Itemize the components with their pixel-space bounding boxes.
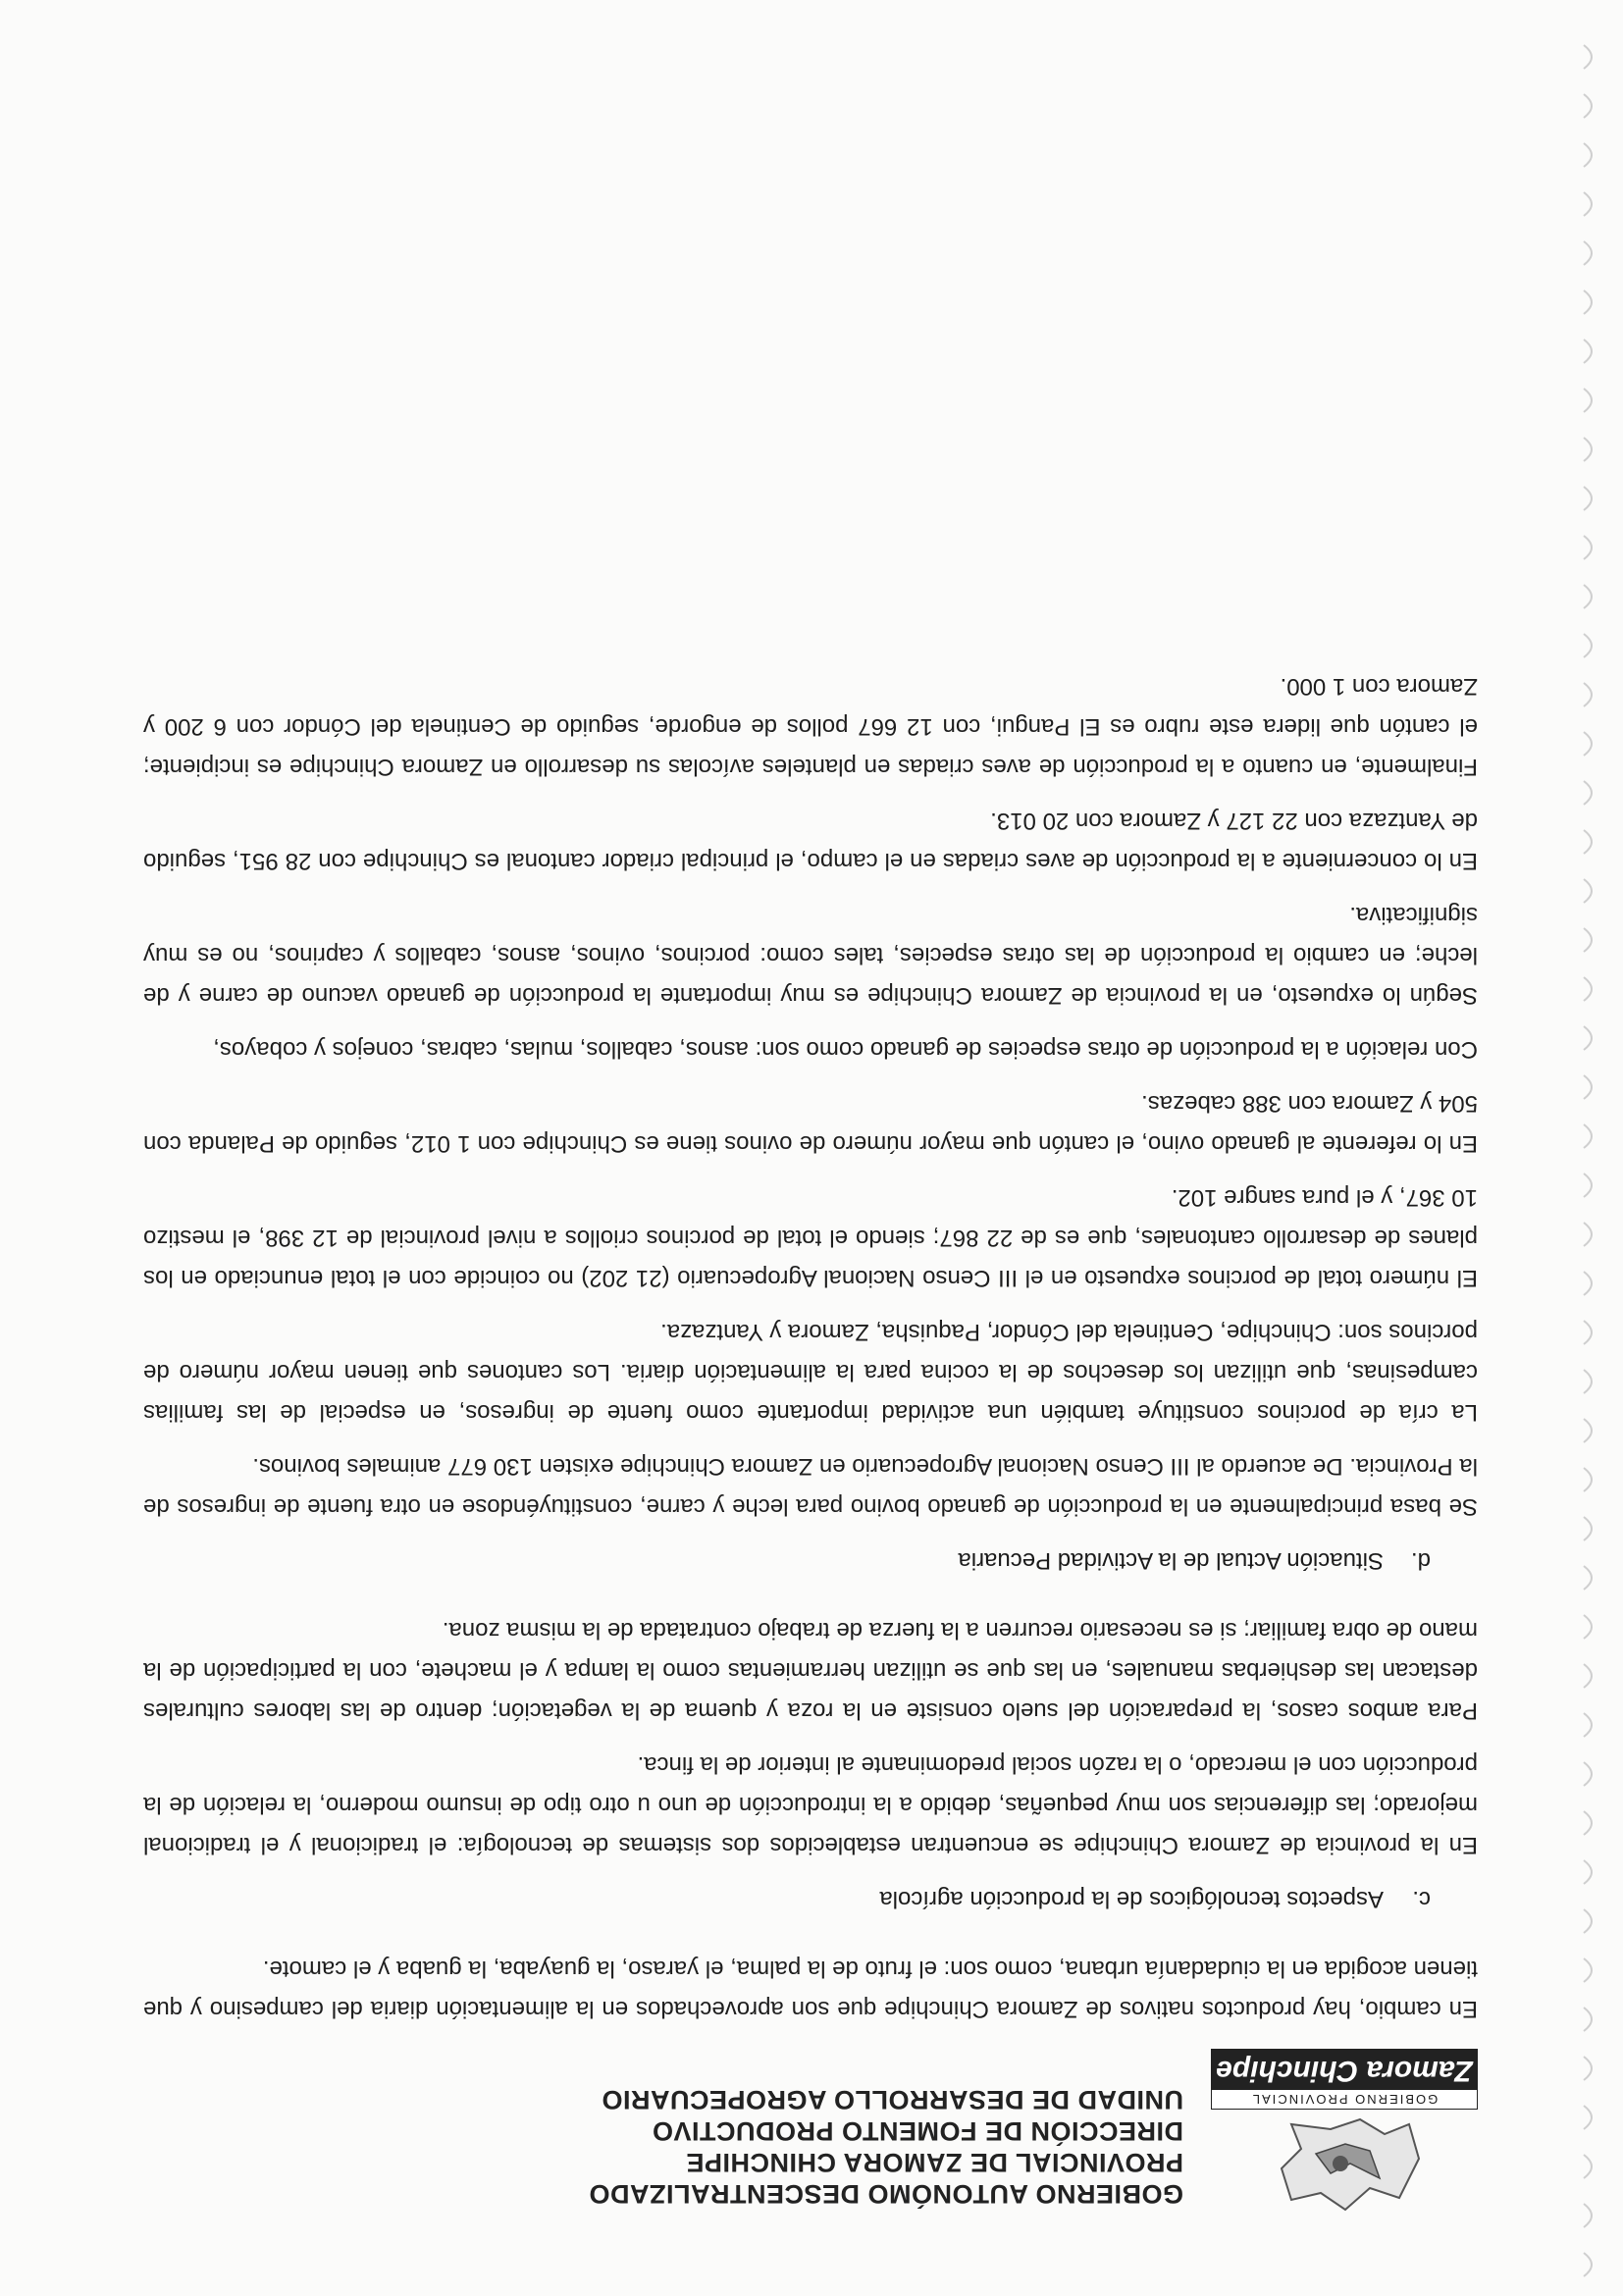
- provincial-logo: [1216, 2051, 1478, 2237]
- paragraph-soil-preparation: Para ambos casos, la preparación del suelo consiste en la roza y quema de la vegetación; dentro de las labores culturales destacan las deshierbas manuales, en las que se utilizan herramientas como la lampa y el machete, con la participación de la mano de obra familiar; si es necesario recurren a la fuerza de trabajo contratada de la misma zona.: [143, 1617, 1478, 1724]
- binder-holes: [1544, 0, 1623, 2296]
- paragraph-other-species: Con relación a la producción de otras especies de ganado como son: asnos, caballos, mulas, cabras, conejos y cobayos,: [213, 1036, 1478, 1063]
- section-letter: d.: [1410, 1547, 1431, 1574]
- letterhead: [143, 2051, 1478, 2237]
- section-title: Aspectos tecnológicos de la producción agrícola: [879, 1886, 1384, 1912]
- paragraph-ovine: En lo referente al ganado ovino, el cantón que mayor número de ovinos tiene es Chinchipe con 1 012, seguido de Palanda con 504 y Zamora con 388 cabezas.: [143, 1090, 1478, 1157]
- province-map-icon: [1272, 2114, 1439, 2218]
- letterhead-text: [589, 2084, 1183, 2237]
- header-line-1: GOBIERNO AUTONÓMO DESCENTRALIZADO: [588, 2179, 1183, 2209]
- header-line-4: UNIDAD DE DESARROLLO AGROPECUARIO: [601, 2085, 1183, 2114]
- paragraph-summary: Según lo expuesto, en la provincia de Zamora Chinchipe es muy importante la producción de ganado vacuno de carne y de leche; en cambio la producción de las otras especies, tales como: porcinos, ovinos, asnos, caballos y caprinos, no es muy significativa.: [143, 902, 1478, 1009]
- section-title: Situación Actual de la Actividad Pecuaria: [958, 1547, 1384, 1574]
- header-line-2: PROVINCIAL DE ZAMORA CHINCHIPE: [685, 2148, 1183, 2177]
- paragraph-poultry-field: En lo concerniente a la producción de aves criadas en el campo, el principal criador cantonal es Chinchipe con 28 951, seguido de Yantzaza con 22 127 y Zamora con 20 013.: [143, 808, 1478, 874]
- paragraph-porcine: La cría de porcinos constituye también una actividad importante como fuente de ingresos, en especial de las familias campesinas, que utilizan los desechos de la cocina para la alimentación diaria. Los cantones que tienen mayor número de porcinos son: Chinchipe, Centinela del Cóndor, Paquisha, Zamora y Yantzaza.: [143, 1319, 1478, 1426]
- paragraph-bovine: Se basa principalmente en la producción de ganado bovino para leche y carne, constituyéndose en otra fuente de ingresos de la Provincia. De acuerdo al III Censo Nacional Agropecuario en Zamora Chinchipe existen 130 677 animales bovinos.: [143, 1453, 1478, 1520]
- logo-small-text: GOBIERNO PROVINCIAL: [1212, 2089, 1477, 2109]
- paragraph-technology-systems: En la provincia de Zamora Chinchipe se encuentran establecidos dos sistemas de tecnología: el tradicional y el tradicional mejorado; las diferencias son muy pequeñas, debido a la introducción de uno u otro tipo de insumo moderno, la relación de la producción con el mercado, o la razón social predominante al interior de la finca.: [143, 1751, 1478, 1858]
- logo-brand: Zamora Chinchipe: [1212, 2050, 1477, 2089]
- page-content: [143, 652, 1478, 2237]
- section-heading-d: [143, 1540, 1478, 1581]
- paragraph-poultry-farms: Finalmente, en cuanto a la producción de aves criadas en planteles avícolas su desarrollo en Zamora Chinchipe es incipiente; el cantón que lidera este rubro es El Pangui, con 12 667 pollos de engorde, seguido de Centinela del Cóndor con 6 200 y Zamora con 1 000.: [143, 673, 1478, 780]
- section-heading-c: [143, 1879, 1478, 1919]
- section-letter: c.: [1412, 1886, 1431, 1912]
- header-line-3: DIRECCIÓN DE FOMENTO PRODUCTIVO: [652, 2116, 1183, 2146]
- paragraph-porcine-census: El número total de porcinos expuesto en el III Censo Nacional Agropecuario (21 202) no coincide con el total enunciado en los planes de desarrollo cantonales, que es de 22 867; siendo el total de porcinos criollos a nivel provincial de 12 398, el mestizo 10 367, y el pura sangre 102.: [143, 1184, 1478, 1291]
- paragraph-native-products: En cambio, hay productos nativos de Zamora Chinchipe que son aprovechados en la alimentación diaria del campesino y que tienen acogida en la ciudadanía urbana, como son: el fruto de la palma, el yaraso, la guayaba, la guaba y el camote.: [143, 1956, 1478, 2022]
- logo-band: [1211, 2049, 1478, 2110]
